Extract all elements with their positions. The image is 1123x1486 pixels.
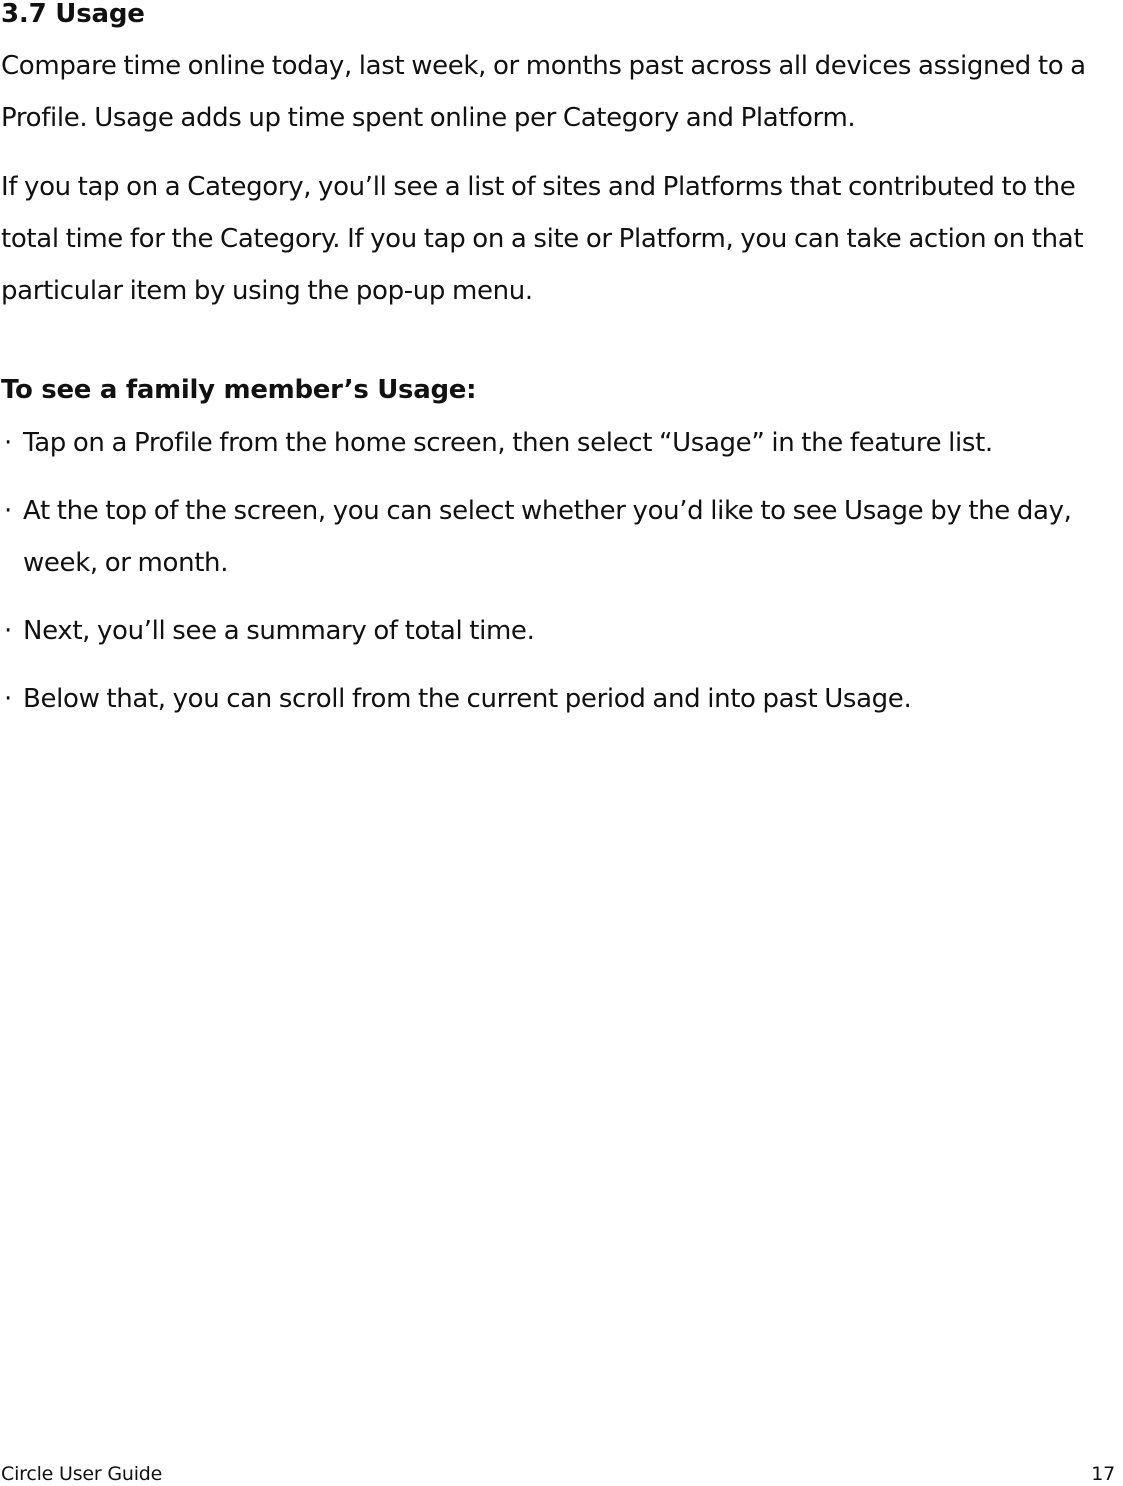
bullet-icon: ·	[4, 428, 12, 458]
list-item	[1, 673, 1119, 725]
intro-paragraph: Compare time online today, last week, or months past across all devices assigned to a Profile. Usage adds up time spent online per Category and Platform.	[1, 51, 1086, 133]
list-item-text: Tap on a Profile from the home screen, then select “Usage” in the feature list.	[23, 428, 993, 458]
category-paragraph: If you tap on a Category, you’ll see a list of sites and Platforms that contributed to the total time for the Category. If you tap on a site or Platform, you can take action on that particular item by using the pop-up menu.	[1, 172, 1084, 306]
guide-title: Circle User Guide	[1, 1463, 163, 1485]
list-item-text: Below that, you can scroll from the current period and into past Usage.	[23, 684, 912, 714]
list-item	[1, 485, 1119, 589]
section-title: 3.7 Usage	[1, 0, 145, 29]
page-footer	[1, 1462, 1115, 1486]
bullet-icon: ·	[4, 684, 12, 714]
list-item-text: At the top of the screen, you can select whether you’d like to see Usage by the day, week, or month.	[23, 496, 1072, 578]
list-item	[1, 417, 1119, 469]
list-item-text: Next, you’ll see a summary of total time.	[23, 616, 535, 646]
page-number: 17	[1091, 1463, 1115, 1485]
bullet-icon: ·	[4, 616, 12, 646]
list-item	[1, 605, 1119, 657]
bullet-icon: ·	[4, 496, 12, 526]
steps-list	[1, 417, 1119, 725]
steps-heading: To see a family member’s Usage:	[1, 375, 477, 405]
document-content	[1, 0, 1119, 741]
